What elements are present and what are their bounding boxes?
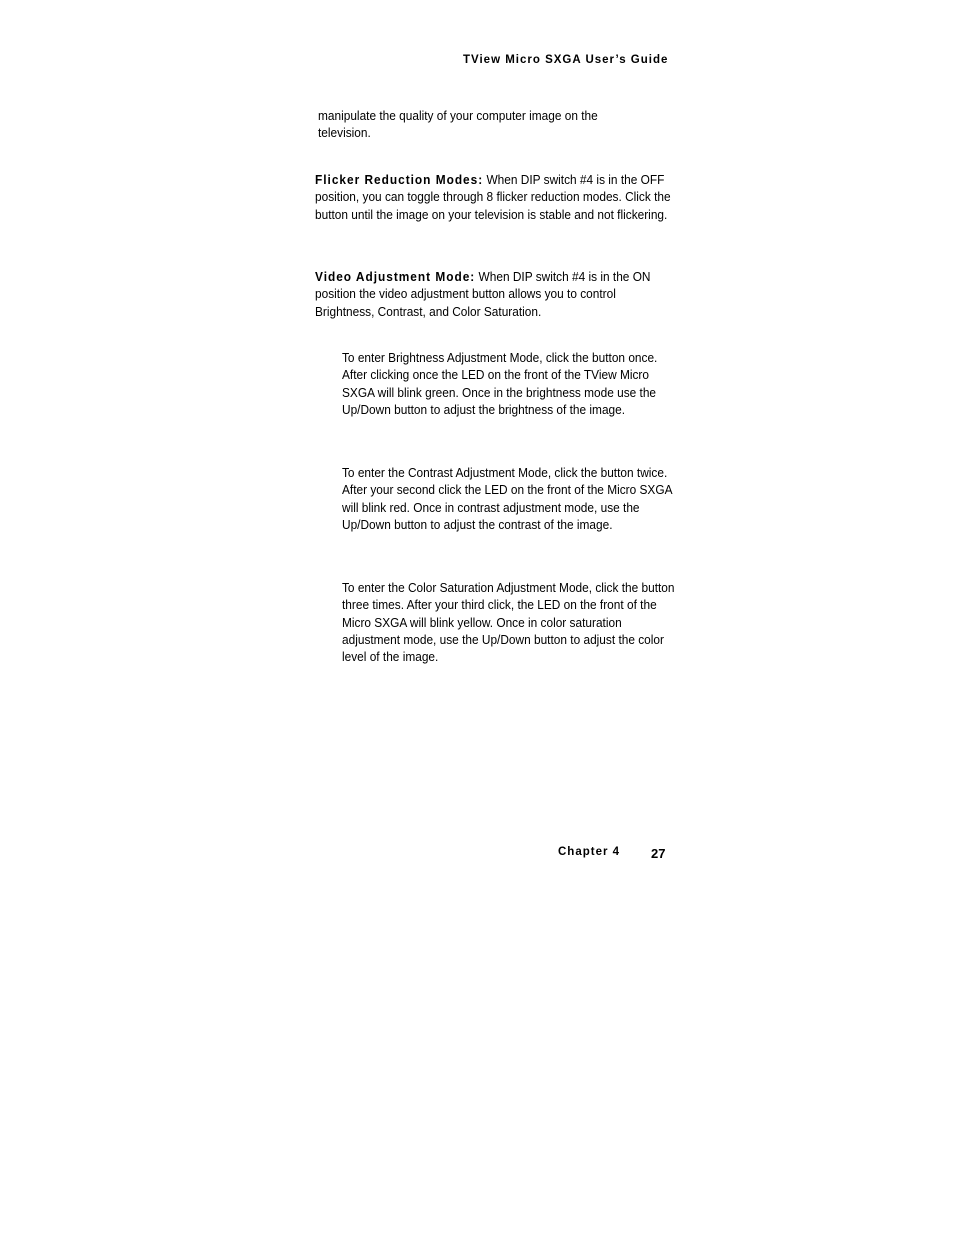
chapter-label: Chapter 4	[558, 846, 621, 858]
running-header: TView Micro SXGA User’s Guide	[463, 54, 669, 66]
color-saturation-paragraph: To enter the Color Saturation Adjustment Mode, click the button three times. After your third click, the LED on the front of the Micro SXGA will blink yellow. Once in color saturation adjustment mode, use the Up/Down button to adjust the color level of the image.	[342, 580, 675, 665]
brightness-paragraph: To enter Brightness Adjustment Mode, click the button once. After clicking once the LED on the front of the TView Micro SXGA will blink green. Once in the brightness mode use the Up/Down button to adjust the brightness of the image.	[342, 350, 658, 417]
flicker-reduction-text: When DIP switch #4 is in the OFF position, you can toggle through 8 flicker reduction modes. Click the button until the image on your television is stable and not flickering.	[315, 172, 671, 222]
video-adjustment-text: When DIP switch #4 is in the ON position the video adjustment button allows you to control Brightness, Contrast, and Color Saturation.	[315, 269, 651, 319]
continuation-paragraph: manipulate the quality of your computer image on the television.	[318, 108, 598, 141]
page-number: 27	[651, 846, 666, 861]
flicker-reduction-paragraph	[315, 171, 675, 223]
video-adjustment-paragraph	[315, 268, 675, 320]
video-adjustment-heading: Video Adjustment Mode:	[315, 269, 476, 284]
contrast-paragraph: To enter the Contrast Adjustment Mode, click the button twice. After your second click the LED on the front of the Micro SXGA will blink red. Once in contrast adjustment mode, use the Up/Down button to adjust the contrast of the image.	[342, 465, 672, 532]
flicker-reduction-heading: Flicker Reduction Modes:	[315, 172, 484, 187]
